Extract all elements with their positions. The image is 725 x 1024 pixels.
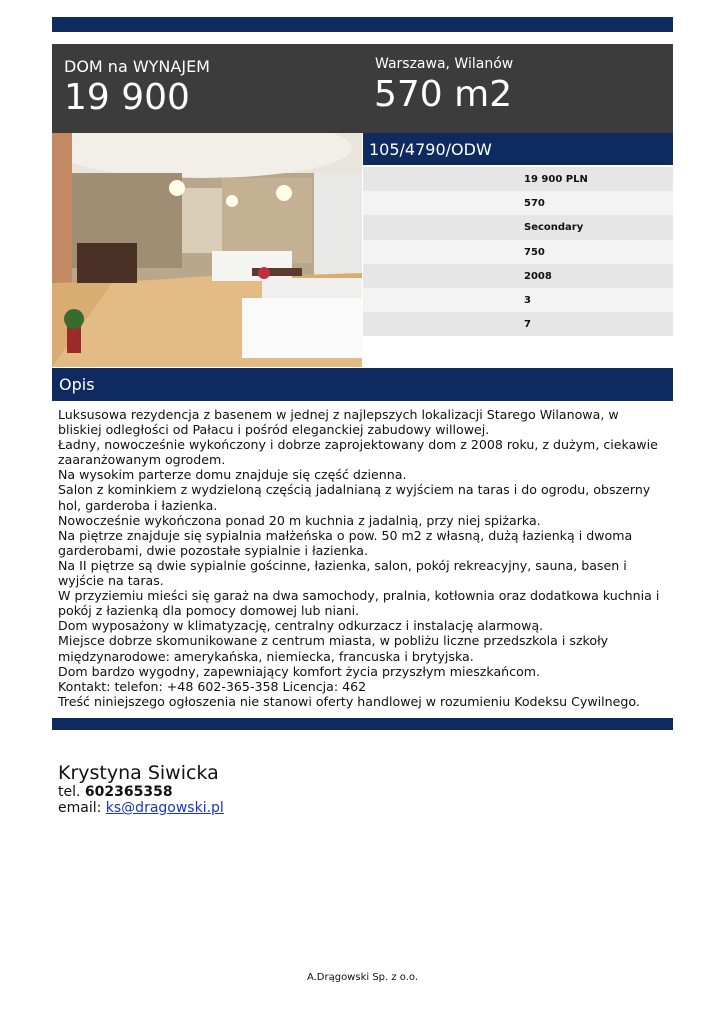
description-paragraph: Na piętrze znajduje się sypialnia małżeńska o pow. 50 m2 z własną, dużą łazienką i dwoma garderobami, dwie pozostałe sypialnie i łazienka.	[58, 527, 633, 558]
email-label: email:	[58, 800, 102, 816]
description-text	[58, 407, 666, 709]
property-value: 2008	[524, 270, 552, 282]
listing-area: 570 m2	[374, 74, 513, 115]
property-value: 7	[524, 319, 531, 331]
agent-name: Krystyna Siwicka	[58, 762, 219, 784]
description-paragraph: Kontakt: telefon: +48 602-365-358 Licencja: 462	[58, 678, 367, 694]
listing-type: DOM na WYNAJEM	[64, 57, 210, 76]
phone-number: 602365358	[84, 784, 173, 800]
agent-phone	[58, 784, 224, 800]
agent-contact	[58, 762, 224, 816]
description-paragraph: Dom bardzo wygodny, zapewniający komfort życia przyszłym mieszkańcom.	[58, 663, 541, 679]
footer-company: A.Drągowski Sp. z o.o.	[306, 972, 419, 983]
property-value: 570	[524, 198, 545, 210]
listing-header	[52, 44, 673, 133]
description-paragraph: Treść niniejszego ogłoszenia nie stanowi oferty handlowej w rozumieniu Kodeksu Cywilnego.	[58, 693, 640, 709]
property-value: 750	[524, 246, 545, 258]
description-paragraph: Na II piętrze są dwie sypialnie gościnne, łazienka, salon, pokój rekreacyjny, sauna, basen i wyjście na taras.	[58, 557, 627, 589]
property-row	[363, 191, 673, 215]
property-row	[363, 288, 673, 312]
bottom-accent-bar	[52, 718, 673, 730]
email-link[interactable]: ks@dragowski.pl	[105, 800, 224, 816]
description-paragraph: Nowocześnie wykończona ponad 20 m kuchnia z jadalnią, przy niej spiżarka.	[58, 512, 541, 528]
property-row	[363, 264, 673, 288]
description-paragraph: Dom wyposażony w klimatyzację, centralny odkurzacz i instalację alarmową.	[58, 618, 544, 634]
description-paragraph: W przyziemiu mieści się garaż na dwa samochody, pralnia, kotłownia oraz dodatkowa kuchnia i pokój z łazienką dla pomocy domowej lub niani.	[58, 588, 660, 619]
description-heading: Opis	[59, 375, 95, 394]
property-row	[363, 215, 673, 239]
description-heading-bar	[52, 368, 673, 401]
description-paragraph: Ładny, nowocześnie wykończony i dobrze zaprojektowany dom z 2008 roku, z dużym, ciekawie zaaranżowanym ogrodem.	[58, 437, 658, 468]
property-row	[363, 167, 673, 191]
reference-bar	[363, 133, 673, 165]
property-value: Secondary	[524, 222, 584, 234]
description-paragraph: Miejsce dobrze skomunikowane z centrum miasta, w pobliżu liczne przedszkola i szkoły międzynarodowe: amerykańska, niemiecka, francuska i brytyjska.	[58, 633, 609, 664]
agent-email	[58, 800, 224, 816]
description-paragraph: Salon z kominkiem z wydzieloną częścią jadalnianą z wyjściem na taras i do ogrodu, obszerny hol, garderoba i łazienka.	[58, 482, 651, 513]
property-details-table	[363, 167, 673, 336]
description-paragraph: Luksusowa rezydencja z basenem w jednej z najlepszych lokalizacji Starego Wilanowa, w bliskiej odległości od Pałacu i pośród eleganckiej zabudowy willowej.	[58, 407, 619, 438]
property-row	[363, 240, 673, 264]
listing-location: Warszawa, Wilanów	[375, 56, 514, 72]
property-photo	[52, 133, 362, 367]
top-accent-bar	[52, 17, 673, 32]
property-value: 19 900 PLN	[524, 174, 588, 185]
phone-label: tel.	[58, 784, 81, 800]
property-row	[363, 312, 673, 336]
property-value: 3	[524, 294, 531, 306]
description-paragraph: Na wysokim parterze domu znajduje się część dzienna.	[58, 467, 407, 483]
listing-reference: 105/4790/ODW	[369, 140, 492, 159]
listing-price: 19 900	[64, 77, 190, 118]
